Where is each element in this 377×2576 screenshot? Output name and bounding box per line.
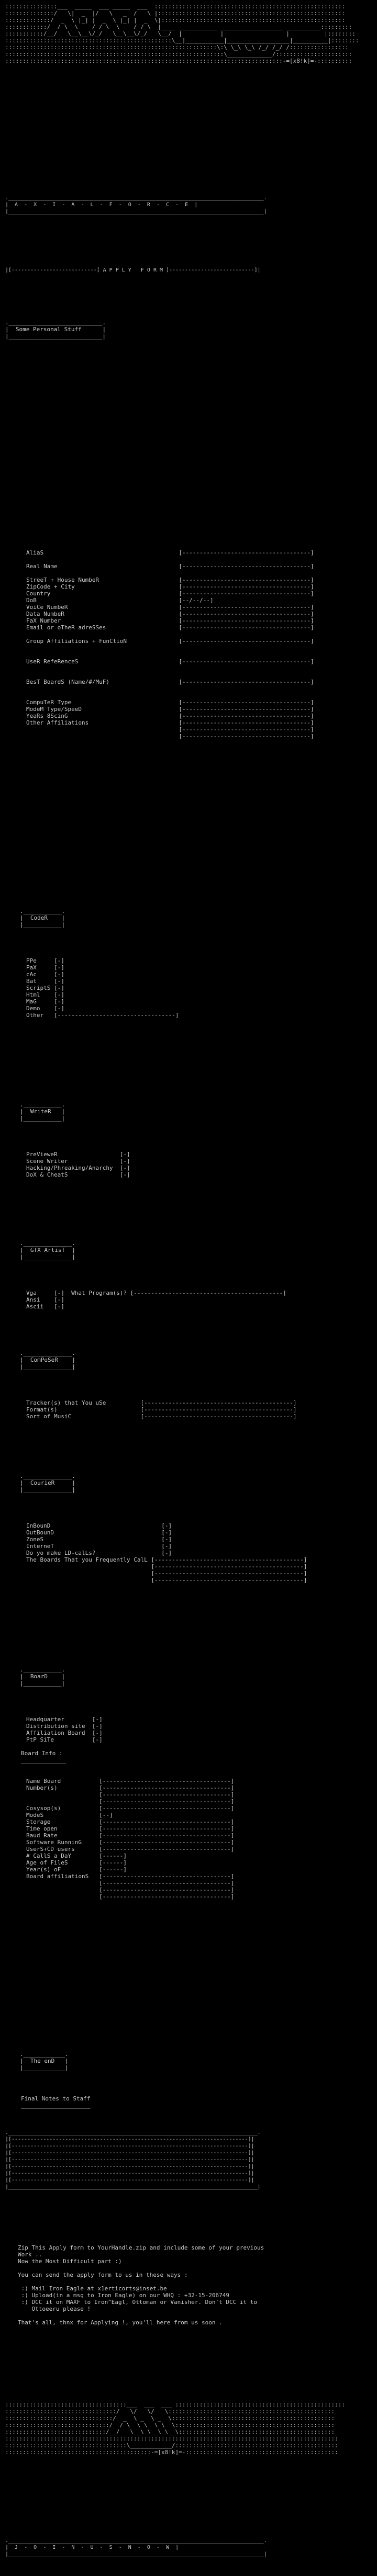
field-row: ModeM Type/SpeeD [-------------------------------------] (26, 706, 314, 713)
footer-rule-top: ._________________________________________________________________________________. (5, 2538, 267, 2544)
notes-border: |_______________________________________________________________________________| (5, 2184, 261, 2190)
field-row: # CallS a DaY [------] (26, 1852, 127, 1859)
field-row (26, 645, 314, 651)
field-row (26, 556, 314, 563)
field-row: Name Board [-------------------------------------] (26, 1778, 235, 1784)
logo-row: ::::::::::::::::::::::::::::::::/ \/ \/ \:::::::::::::::::::::::::::::::::::::::::::::::: (5, 2408, 335, 2415)
field-row: Headquarter [-] (26, 1716, 103, 1723)
field-row: Tracker(s) that You uSe [-------------------------------------------] (26, 1399, 297, 1406)
footer-banner (5, 2537, 267, 2558)
section-heading-courier: .______________. | CourieR | |______________| (20, 1473, 75, 1493)
instruction-line: :) Upload(in a msg to Iron Eagle) on our WHQ : +32-15-206749 (18, 2292, 229, 2299)
field-row: Ascii [-] (26, 1303, 64, 1310)
coder-fields (26, 957, 179, 1019)
section-heading-coder: .___________. | CodeR | |___________| (20, 908, 65, 928)
section-heading-gfx: .______________. | GfX ArtisT | |______________| (20, 1240, 75, 1260)
field-row: UserS+CD users [-------------------------------------] (26, 1846, 235, 1852)
instruction-line (18, 2278, 264, 2285)
field-row: UseR RefeRenceS [-------------------------------------] (26, 658, 314, 665)
logo-row: :::::::::::::::::::::::::::::::::::___ ___ ___ ::::::::::::::::::::::::::::::::::::::::::::::::: (5, 2401, 346, 2408)
logo-row: :::::::::::::::___ _____ ___ _____ ___ ::::::::::::::::::::::::::::::::::::::::::::::::::::::: (5, 3, 346, 10)
field-row: ModeS [--] (26, 1812, 113, 1818)
field-row: Country [-------------------------------------] (26, 590, 314, 597)
field-row: ZipCode + City [-------------------------------------] (26, 583, 314, 590)
composer-fields (26, 1399, 297, 1420)
field-row: [-------------------------------------] (26, 1880, 235, 1886)
final-notes-title: Final Notes to Staff (21, 2095, 91, 2102)
field-row: PtP SiTe [-] (26, 1736, 103, 1743)
field-row (26, 672, 314, 679)
logo-row: :::::::::::::/ _ \ |_| | _ \ |_| | _ \|::::::::::::::::::::::::::::::::::::::::::::::::::::: (5, 17, 346, 24)
field-row: InterneT [-] (26, 1543, 172, 1550)
field-row: [-------------------------------------] (26, 1798, 235, 1805)
section-title: Some Personal Stuff (15, 326, 82, 333)
board-info-heading: Board Info : _____________ (21, 1750, 66, 1764)
field-row: Sort of MusiC [-------------------------------------------] (26, 1413, 297, 1420)
logo-row: ::::::::::::::::::::::::::::::/ / \ \ \ \ \ \:::::::::::::::::::::::::::::::::::::::::::::: (5, 2422, 335, 2428)
field-row: Data NumbeR [-------------------------------------] (26, 611, 314, 617)
instruction-line: Now the Most Difficult part :) (18, 2258, 122, 2265)
field-row: OutBounD [-] (26, 1529, 172, 1536)
instruction-line: You can send the apply form to us in these ways : (18, 2272, 188, 2278)
section-title: ComPoSeR (30, 1357, 58, 1363)
board-info-fields (26, 1778, 234, 1900)
writer-fields (26, 1151, 130, 1178)
field-row: PaX [-] (26, 964, 64, 971)
section-heading-writer: .___________. | WriteR | |___________| (20, 1101, 65, 1122)
section-title: CodeR (30, 914, 48, 921)
field-row: Ansi [-] (26, 1296, 64, 1303)
apply-form-title: |[---------------------------[ A P P L Y F O R M ]---------------------------]| (5, 267, 261, 273)
instruction-line: Zip This Apply form to YourHandle.zip and include some of your previous (18, 2244, 264, 2251)
logo-row: :::::::::::::::::::::::::::::::::::::::::::::::::::::::::::::::\_____________/:::::::::::::::::::::: (5, 51, 352, 58)
logo-row: ::::::::::::/ / \ \ / / \ \ / / \ |____ ___________ __________________ __________::::::::: (5, 24, 352, 30)
logo-row: :::::::::::::::::::::::::::::/__/ \__\ \__\ \__\::::::::::::::::::::::::::::::::::::::::::::: (5, 2428, 335, 2435)
brand-name: | A - X - I - A - L - F - O - R - C - E | (5, 202, 198, 208)
brand-rule-top: ._________________________________________________________________________________. (5, 195, 267, 201)
notes-line: |[---------------------------------------------------------------------------]| (5, 2157, 254, 2163)
field-row: Demo [-] (26, 1005, 64, 1012)
apply-form-banner (5, 267, 261, 274)
field-row: Scene Writer [-] (26, 1158, 130, 1165)
instruction-line (18, 2312, 264, 2319)
field-row (26, 631, 314, 638)
notes-line: |[---------------------------------------------------------------------------]| (5, 2137, 254, 2142)
field-row: Other [----------------------------------] (26, 1012, 179, 1019)
field-row (26, 570, 314, 577)
brand-rule-bottom: |_________________________________________________________________________________| (5, 209, 267, 214)
field-row: DoB [--/--/--] (26, 597, 214, 604)
section-title: WriteR (30, 1108, 51, 1115)
field-row: Real Name [-------------------------------------] (26, 563, 314, 570)
header-logo (5, 3, 359, 64)
field-row: [-------------------------------------------] (26, 1563, 307, 1570)
footer-rule-bottom: |_________________________________________________________________________________| (5, 2551, 267, 2557)
field-row: StreeT + House NumbeR [-------------------------------------] (26, 577, 314, 583)
field-row: Number(s) [-------------------------------------] (26, 1784, 235, 1791)
field-row: cAc [-] (26, 971, 64, 978)
gfx-fields (26, 1290, 286, 1310)
instruction-line (18, 2265, 264, 2272)
field-row: CompuTeR Type [-------------------------------------] (26, 699, 314, 706)
field-row: YeaRs 8ScinG [-------------------------------------] (26, 713, 314, 719)
field-row: Year(s) oF [------] (26, 1866, 127, 1873)
field-row: Do yo make LD-calLs? [-] (26, 1550, 172, 1556)
notes-border: ._______________________________________________________________________________. (5, 2130, 261, 2136)
field-row: [-------------------------------------] (26, 1791, 235, 1798)
final-notes-heading: Final Notes to Staff ____________________ (21, 2095, 91, 2109)
field-row (26, 665, 314, 672)
logo-row: :::::::::::::::::::::::::::::::/ _ \ _ \ _ \::::::::::::::::::::::::::::::::::::::::::::::: (5, 2415, 335, 2422)
section-title: The enD (30, 2058, 55, 2064)
field-row: Board affiliationS [-------------------------------------] (26, 1873, 235, 1880)
instruction-line: :) DCC it on MAXF to Iron^Eagl, Ottoman or Vanisher. Don't DCC it to (18, 2299, 257, 2306)
field-row: ScriptS [-] (26, 985, 64, 991)
logo-row: ::::::::::::::::::::::::::::::::::::::::::::::::::::::::::::::::::::::::::::::::-=[x8!k]=-:::::::::: (5, 58, 352, 64)
field-row: VoiCe NumbeR [-------------------------------------] (26, 604, 314, 611)
field-row: PPe [-] (26, 957, 64, 964)
logo-row: ::::::::::::::/ \| _ |/ \ _ / \ |:::::::::::::::::::::::::::::::::::::::::::::::::::::: (5, 10, 346, 17)
instruction-line: Work .. (18, 2251, 42, 2258)
field-row: DoX & CheatS [-] (26, 1171, 130, 1178)
brand-banner (5, 195, 267, 215)
courier-fields (26, 1522, 307, 1584)
section-title: CourieR (30, 1479, 55, 1486)
field-row: BesT BoardS (Name/#/MuF) [-------------------------------------] (26, 679, 314, 685)
logo-row: ::::::::::::::::::::::::::::::::::::::::::-=[x8!k]=-:::::::::::::::::::::::::::::::::::::::::::: (5, 2449, 338, 2456)
notes-line: |[---------------------------------------------------------------------------]| (5, 2177, 254, 2183)
section-title: BoarD (30, 1673, 48, 1680)
field-row: FaX Number [-------------------------------------] (26, 617, 314, 624)
board-fields (26, 1716, 103, 1743)
field-row: [-------------------------------------] (26, 1886, 235, 1893)
field-row: [-------------------------------------------] (26, 1577, 307, 1584)
field-row: Html [-] (26, 991, 64, 998)
section-heading-personal: .___________________________. | Some Personal Stuff | |___________________________| (5, 319, 106, 340)
instruction-line: :) Mail Iron Eagle at x1erticorts@inset.be (18, 2285, 167, 2292)
field-row: MaG [-] (26, 998, 64, 1005)
notes-line: |[---------------------------------------------------------------------------]| (5, 2171, 254, 2176)
section-heading-board: .___________. | BoarD | |___________| (20, 1666, 65, 1687)
notes-line: |[---------------------------------------------------------------------------]| (5, 2164, 254, 2170)
field-row: Format(s) [-------------------------------------------] (26, 1406, 297, 1413)
field-row: Other Affiliations [-------------------------------------] (26, 719, 314, 726)
notes-line: |[---------------------------------------------------------------------------]| (5, 2143, 254, 2149)
footer-join-us: | J - O - I - N - U - S - N - O - W | (5, 2545, 179, 2550)
field-row: Storage [-------------------------------------] (26, 1818, 235, 1825)
section-heading-composer: .______________. | ComPoSeR | |______________| (20, 1350, 75, 1370)
field-row: Bat [-] (26, 978, 64, 985)
footer-logo (5, 2401, 345, 2456)
field-row: InBounD [-] (26, 1522, 172, 1529)
section-title: GfX ArtisT (30, 1247, 65, 1253)
instruction-line: Ottoeeru please ! (18, 2306, 91, 2312)
logo-row: ::::::::::::::::::::::::::::::::::::::::::::::::\__|___________|__________________|__________|:::::::: (5, 37, 359, 44)
field-row: [-------------------------------------------] (26, 1570, 307, 1577)
field-row: Affiliation Board [-] (26, 1730, 103, 1736)
field-row: Baud Rate [-------------------------------------] (26, 1832, 235, 1839)
instruction-line: That's all, thnx for Applying !, you'll here from us soon . (18, 2319, 223, 2326)
field-row: Hacking/Phreaking/Anarchy [-] (26, 1165, 130, 1171)
field-row: Cosysop(s) [-------------------------------------] (26, 1805, 235, 1812)
board-info-title: Board Info : (21, 1750, 63, 1757)
field-row: [-------------------------------------] (26, 726, 314, 733)
personal-fields (26, 549, 314, 740)
logo-row: :::::::::::::::::::::::::::::::::::\____________/::::::::::::::::::::::::::::::::::::::::::::::: (5, 2442, 338, 2449)
field-row: ZoneS [-] (26, 1536, 172, 1543)
field-row: Group Affiliations + FunCtioN [-------------------------------------] (26, 638, 314, 645)
field-row: AliaS [-------------------------------------] (26, 549, 314, 556)
field-row: The Boards That you Frequently CalL [-------------------------------------------] (26, 1556, 307, 1563)
field-row: [-------------------------------------] (26, 733, 314, 740)
field-row: PreVieweR [-] (26, 1151, 130, 1158)
field-row: [-------------------------------------] (26, 1893, 235, 1900)
field-row (26, 692, 314, 699)
closing-instructions (18, 2244, 264, 2326)
logo-row: :::::::::::/__/ \__\__\/_/ \__\__\/_/ \__/ | | | |:::::::: (5, 30, 356, 37)
logo-row: :::::::::::::::::::::::::::::::::::::::::::::::::::::::::::::\:\ \_\ \_\ /_/ /_/ /::::::::::::::::: (5, 44, 349, 51)
field-row: Distribution site [-] (26, 1723, 103, 1730)
section-heading-the-end: .____________. | The enD | |____________| (20, 2051, 69, 2071)
field-row: Email or oTheR adreSSes [-------------------------------------] (26, 624, 314, 631)
field-row: Age of FileS [------] (26, 1859, 127, 1866)
final-notes-box (5, 2129, 261, 2190)
field-row (26, 685, 314, 692)
notes-line: |[---------------------------------------------------------------------------]| (5, 2150, 254, 2156)
logo-row: :::::::::::::::::::::::::::::::::::::::::::::::::::::::::::::::::::::::::::::::::::::::::::::::: (5, 2435, 338, 2442)
field-row: Time open [-------------------------------------] (26, 1825, 235, 1832)
field-row (26, 651, 314, 658)
field-row: Vga [-] What Program(s)? [-------------------------------------------] (26, 1290, 286, 1296)
field-row: Software RunninG [-------------------------------------] (26, 1839, 235, 1846)
